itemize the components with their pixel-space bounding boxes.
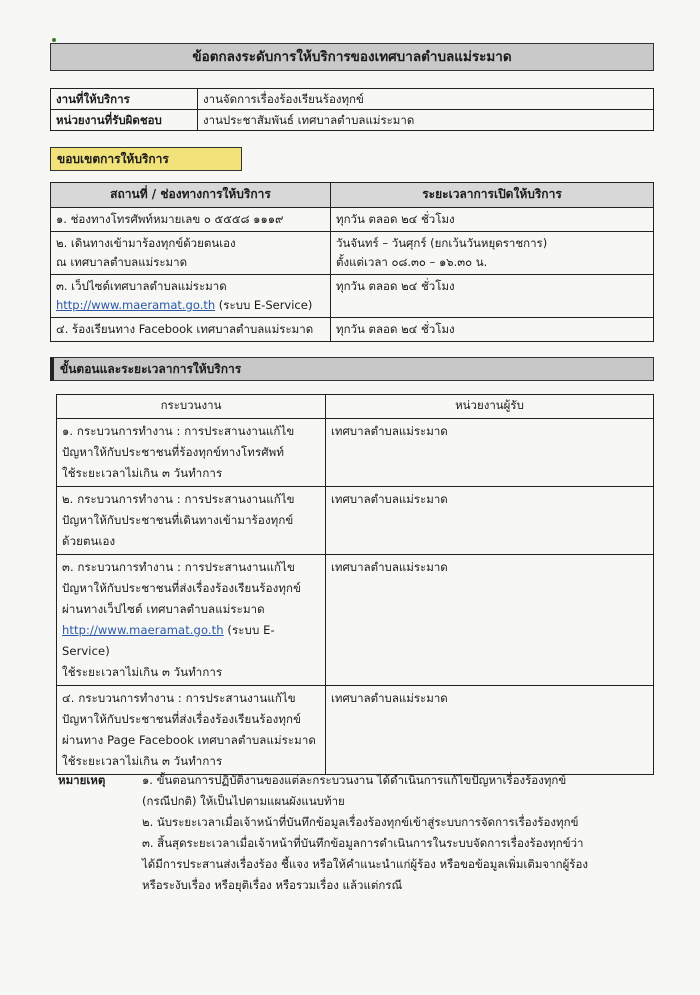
table-header-row: [57, 395, 654, 419]
channel-cell: [51, 208, 331, 232]
process-text: ใช้ระยะเวลาไม่เกิน ๓ วันทำการ: [62, 466, 223, 480]
website-link[interactable]: http://www.maeramat.go.th: [62, 623, 224, 637]
process-cell: [57, 487, 326, 555]
table-row: [51, 208, 654, 232]
table-row: [57, 686, 654, 775]
process-link-line: [62, 620, 320, 662]
hours-cell: [331, 318, 654, 342]
process-text: ๑. กระบวนการทำงาน : การประสานงานแก้ไข: [62, 424, 295, 438]
process-text: ผ่านทาง Page Facebook เทศบาลตำบลแม่ระมาด: [62, 733, 316, 747]
note-line: ๑. ขั้นตอนการปฏิบัติงานของแต่ละกระบวนงาน ได้ดำเนินการแก้ไขปัญหาเรื่องร้องทุกข์: [142, 773, 567, 787]
unit-cell: เทศบาลตำบลแม่ระมาด: [326, 419, 654, 487]
table-row: [51, 275, 654, 318]
hours-text: ทุกวัน ตลอด ๒๔ ชั่วโมง: [336, 322, 455, 336]
hours-cell: [331, 275, 654, 318]
service-info-table: [50, 88, 654, 131]
process-text: ๓. กระบวนการทำงาน : การประสานงานแก้ไข: [62, 560, 295, 574]
page-title: ข้อตกลงระดับการให้บริการของเทศบาลตำบลแม่ระมาด: [50, 43, 654, 71]
responsible-unit-value: งานประชาสัมพันธ์ เทศบาลตำบลแม่ระมาด: [198, 110, 654, 131]
table-row: [51, 232, 654, 275]
note-line: (กรณีปกติ) ให้เป็นไปตามแผนผังแนบท้าย: [142, 794, 345, 808]
table-row: [51, 318, 654, 342]
note-line: ได้มีการประสานส่งเรื่องร้อง ชี้แจง หรือให้คำแนะนำแก่ผู้ร้อง หรือขอข้อมูลเพิ่มเติมจากผู้ร้อง: [142, 857, 589, 871]
process-text: ๔. กระบวนการทำงาน : การประสานงานแก้ไข: [62, 691, 296, 705]
unit-cell: เทศบาลตำบลแม่ระมาด: [326, 555, 654, 686]
channel-cell: [51, 318, 331, 342]
hours-text: ทุกวัน ตลอด ๒๔ ชั่วโมง: [336, 212, 455, 226]
process-text: ใช้ระยะเวลาไม่เกิน ๓ วันทำการ: [62, 754, 223, 768]
table-row: [51, 89, 654, 110]
column-header: หน่วยงานผู้รับ: [326, 395, 654, 419]
process-text: ๒. กระบวนการทำงาน : การประสานงานแก้ไข: [62, 492, 295, 506]
process-text: ปัญหาให้กับประชาชนที่ร้องทุกข์ทางโทรศัพท์: [62, 445, 285, 459]
notes-label: หมายเหตุ: [58, 773, 106, 787]
responsible-unit-label: หน่วยงานที่รับผิดชอบ: [51, 110, 198, 131]
column-header: สถานที่ / ช่องทางการให้บริการ: [51, 183, 331, 208]
table-row: [57, 419, 654, 487]
hours-text: วันจันทร์ – วันศุกร์ (ยกเว้นวันหยุดราชการ): [336, 236, 548, 250]
channel-text: ๑. ช่องทางโทรศัพท์หมายเลข ๐ ๕๕๕๘ ๑๑๑๙: [56, 212, 284, 226]
scope-heading: ขอบเขตการให้บริการ: [50, 147, 242, 171]
channel-cell: [51, 232, 331, 275]
table-row: [57, 555, 654, 686]
unit-cell: เทศบาลตำบลแม่ระมาด: [326, 487, 654, 555]
note-line: ๒. นับระยะเวลาเมื่อเจ้าหน้าที่บันทึกข้อมูลเรื่องร้องทุกข์เข้าสู่ระบบการจัดการเรื่องร้องทุกข์: [142, 815, 579, 829]
table-header-row: [51, 183, 654, 208]
hours-cell: [331, 208, 654, 232]
channel-text: ณ เทศบาลตำบลแม่ระมาด: [56, 255, 188, 269]
table-row: [51, 110, 654, 131]
service-label: งานที่ให้บริการ: [51, 89, 198, 110]
process-text: ปัญหาให้กับประชาชนที่ส่งเรื่องร้องเรียนร้องทุกข์: [62, 712, 302, 726]
scan-mark: [52, 38, 56, 42]
process-table: [56, 394, 654, 775]
channel-text: ๒. เดินทางเข้ามาร้องทุกข์ด้วยตนเอง: [56, 236, 236, 250]
process-text: ผ่านทางเว็ปไซต์ เทศบาลตำบลแม่ระมาด: [62, 602, 265, 616]
table-row: [57, 487, 654, 555]
eservice-note: (ระบบ E-Service): [215, 298, 313, 312]
process-text: ด้วยตนเอง: [62, 534, 116, 548]
channel-cell: [51, 275, 331, 318]
notes-body: [142, 770, 652, 896]
process-cell: [57, 419, 326, 487]
column-header: กระบวนงาน: [57, 395, 326, 419]
note-line: ๓. สิ้นสุดระยะเวลาเมื่อเจ้าหน้าที่บันทึกข้อมูลการดำเนินการในระบบจัดการเรื่องร้องทุกข์ว่า: [142, 836, 584, 850]
note-line: หรือระงับเรื่อง หรือยุติเรื่อง หรือรวมเรื่อง แล้วแต่กรณี: [142, 878, 403, 892]
channel-link-line: [56, 296, 325, 315]
process-heading: ขั้นตอนและระยะเวลาการให้บริการ: [50, 357, 654, 381]
process-cell: [57, 555, 326, 686]
hours-cell: [331, 232, 654, 275]
channel-text: ๔. ร้องเรียนทาง Facebook เทศบาลตำบลแม่ระมาด: [56, 322, 314, 336]
hours-text: ทุกวัน ตลอด ๒๔ ชั่วโมง: [336, 279, 455, 293]
column-header: ระยะเวลาการเปิดให้บริการ: [331, 183, 654, 208]
process-text: ใช้ระยะเวลาไม่เกิน ๓ วันทำการ: [62, 665, 223, 679]
hours-text: ตั้งแต่เวลา ๐๘.๓๐ – ๑๖.๓๐ น.: [336, 255, 488, 269]
channels-table: [50, 182, 654, 342]
process-cell: [57, 686, 326, 775]
service-value: งานจัดการเรื่องร้องเรียนร้องทุกข์: [198, 89, 654, 110]
process-text: ปัญหาให้กับประชาชนที่เดินทางเข้ามาร้องทุกข์: [62, 513, 294, 527]
process-text: ปัญหาให้กับประชาชนที่ส่งเรื่องร้องเรียนร้องทุกข์: [62, 581, 302, 595]
channel-text: ๓. เว็ปไซต์เทศบาลตำบลแม่ระมาด: [56, 279, 227, 293]
unit-cell: เทศบาลตำบลแม่ระมาด: [326, 686, 654, 775]
eservice-note: (ระบบ E-Service): [62, 623, 275, 658]
website-link[interactable]: http://www.maeramat.go.th: [56, 298, 216, 312]
